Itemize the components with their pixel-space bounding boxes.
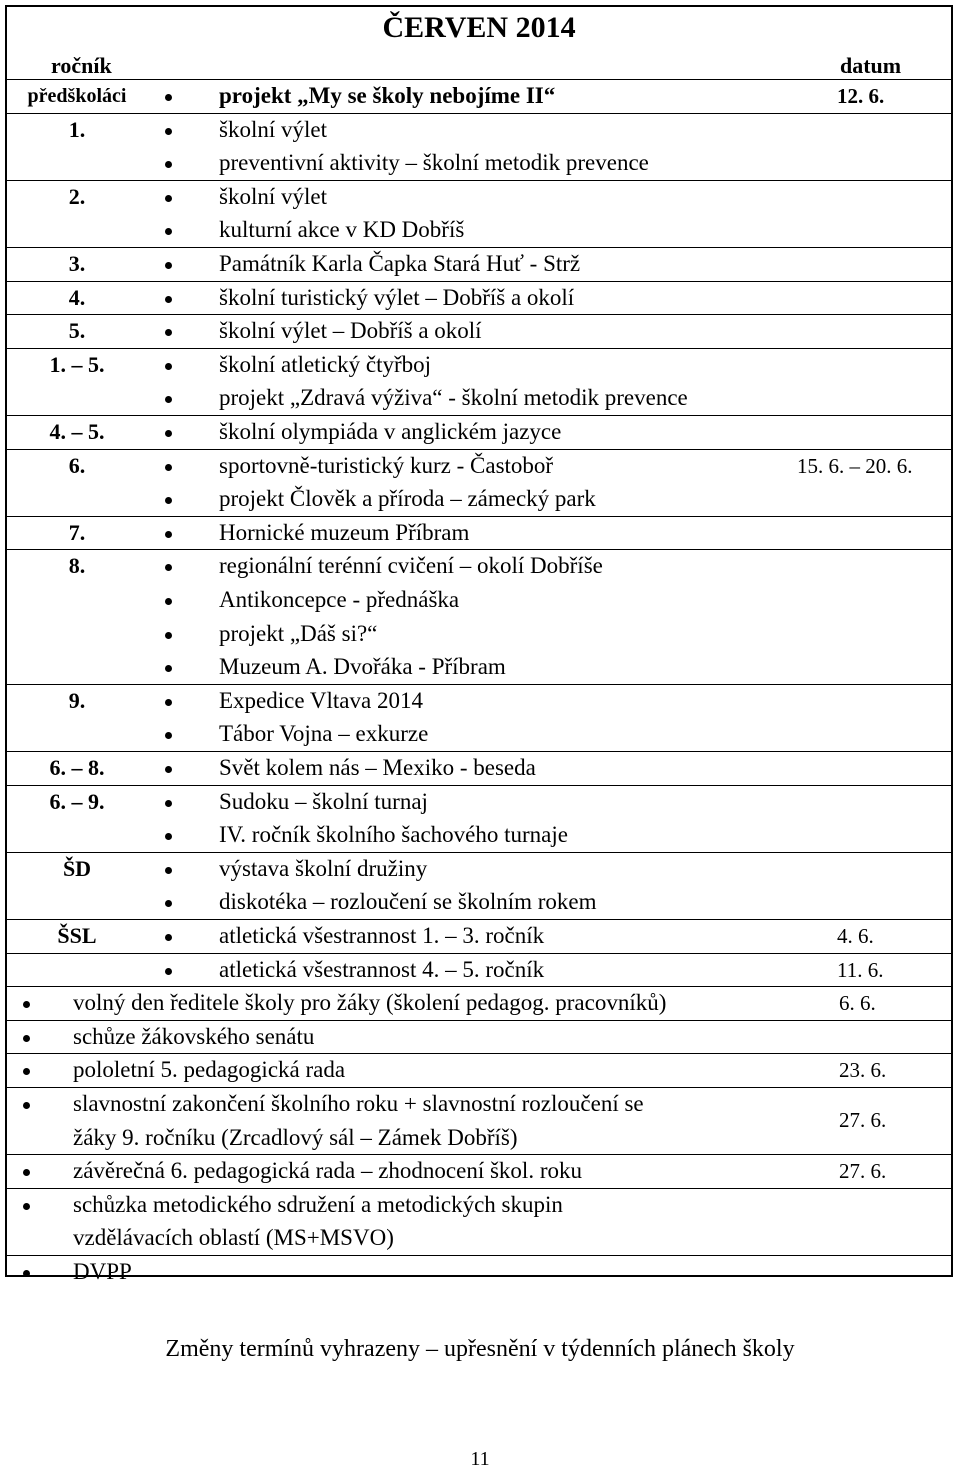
table-row — [7, 79, 951, 113]
activity-item: projekt Člověk a příroda – zámecký park — [219, 486, 596, 512]
grade-cell: ŠSL — [57, 923, 97, 948]
grade-cell: 6. – 8. — [49, 755, 105, 780]
activity-item: školní výlet — [219, 116, 327, 142]
activity-item: Antikoncepce - přednáška — [219, 586, 460, 612]
bullet-icon — [23, 1270, 30, 1277]
general-row — [7, 1087, 951, 1154]
activity-item: Památník Karla Čapka Stará Huť - Strž — [219, 251, 581, 276]
bullet-icon — [23, 1102, 30, 1109]
activity-item: Muzeum A. Dvořáka - Příbram — [219, 654, 506, 680]
general-row — [7, 1255, 951, 1289]
general-row — [7, 1188, 951, 1255]
bullet-icon — [165, 632, 172, 639]
date-cell: 11. 6. — [837, 957, 884, 982]
table-row — [7, 348, 951, 415]
activity-item: školní výlet — [219, 183, 327, 209]
general-item-line: závěrečná 6. pedagogická rada – zhodnocení škol. roku — [73, 1158, 582, 1184]
general-row — [7, 1020, 951, 1054]
bullet-icon — [165, 934, 172, 941]
bullet-icon — [165, 867, 172, 874]
table-row — [7, 113, 951, 180]
plan-table — [5, 5, 953, 1284]
activity-item: Svět kolem nás – Mexiko - beseda — [219, 755, 536, 780]
bullet-icon — [165, 665, 172, 672]
activity-item: výstava školní družiny — [219, 855, 428, 881]
general-item-line: schůzka metodického sdružení a metodických skupin — [73, 1191, 563, 1217]
bullet-icon — [165, 195, 172, 202]
bullet-icon — [165, 161, 172, 168]
activity-item: kulturní akce v KD Dobříš — [219, 217, 465, 243]
bullet-icon — [23, 1169, 30, 1176]
bullet-icon — [165, 430, 172, 437]
bullet-icon — [165, 598, 172, 605]
activity-item: projekt „Zdravá výživa“ - školní metodik prevence — [219, 385, 688, 411]
general-row — [7, 986, 951, 1020]
grade-cell: 6. – 9. — [49, 788, 105, 814]
bullet-icon — [165, 900, 172, 907]
bullet-icon — [165, 128, 172, 135]
bullet-icon — [165, 531, 172, 538]
table-row — [7, 785, 951, 852]
header-grade: ročník — [51, 53, 112, 78]
bullet-icon — [23, 1035, 30, 1042]
activity-item: Tábor Vojna – exkurze — [219, 721, 429, 747]
bullet-icon — [165, 396, 172, 403]
bullet-icon — [165, 833, 172, 840]
activity-item: projekt „Dáš si?“ — [219, 620, 378, 646]
bullet-icon — [165, 497, 172, 504]
general-row — [7, 1154, 951, 1188]
grade-cell: 4. — [68, 284, 86, 310]
activity-item: Hornické muzeum Příbram — [219, 519, 470, 545]
bullet-icon — [23, 1001, 30, 1008]
header-date: datum — [840, 53, 902, 78]
activity-item: Expedice Vltava 2014 — [219, 687, 423, 713]
grade-cell: 2. — [68, 183, 86, 209]
bullet-icon — [165, 329, 172, 336]
date-cell: 4. 6. — [837, 924, 874, 948]
grade-cell: 1. – 5. — [49, 351, 105, 377]
bullet-icon — [165, 732, 172, 739]
bullet-icon — [165, 766, 172, 773]
table-row — [7, 449, 951, 516]
grade-cell: předškoláci — [27, 85, 127, 107]
grade-cell: 4. – 5. — [49, 419, 105, 444]
footer-note: Změny termínů vyhrazeny – upřesnění v týdenních plánech školy — [165, 1336, 795, 1362]
bullet-icon — [165, 699, 172, 706]
bullet-icon — [165, 262, 172, 269]
general-item-line: schůze žákovského senátu — [73, 1023, 315, 1049]
table-row — [7, 415, 951, 449]
bullet-icon — [23, 1203, 30, 1210]
general-row — [7, 1053, 951, 1087]
activity-item: školní výlet – Dobříš a okolí — [219, 318, 482, 344]
date-cell: 27. 6. — [839, 1159, 887, 1184]
activity-item: atletická všestrannost 1. – 3. ročník — [219, 923, 545, 948]
table-row — [7, 247, 951, 281]
date-cell: 6. 6. — [839, 991, 876, 1016]
activity-item: regionální terénní cvičení – okolí Dobříše — [219, 553, 603, 579]
general-item-line: slavnostní zakončení školního roku + slavnostní rozloučení se — [73, 1091, 644, 1116]
date-cell: 12. 6. — [837, 84, 885, 108]
grade-cell: 6. — [68, 452, 86, 478]
general-item-line: pololetní 5. pedagogická rada — [73, 1057, 346, 1083]
bullet-icon — [165, 968, 172, 975]
table-row — [7, 180, 951, 247]
bullet-icon — [165, 800, 172, 807]
bullet-icon — [165, 296, 172, 303]
activity-item: projekt „My se školy nebojíme II“ — [219, 83, 556, 108]
bullet-icon — [165, 363, 172, 370]
grade-cell: 7. — [68, 519, 86, 545]
activity-item: atletická všestrannost 4. – 5. ročník — [219, 956, 545, 982]
page-number: 11 — [470, 1448, 490, 1470]
bullet-icon — [165, 94, 172, 101]
page-title: ČERVEN 2014 — [382, 11, 576, 44]
table-row — [7, 953, 951, 987]
activity-item: školní olympiáda v anglickém jazyce — [219, 419, 562, 444]
general-item-line: vzdělávacích oblastí (MS+MSVO) — [73, 1225, 394, 1251]
bullet-icon — [165, 564, 172, 571]
date-cell: 15. 6. – 20. 6. — [797, 453, 913, 478]
grade-cell: 8. — [68, 553, 86, 579]
activity-item: Sudoku – školní turnaj — [219, 788, 428, 814]
general-item-line: DVPP — [73, 1259, 132, 1284]
grade-cell: 1. — [68, 116, 86, 142]
bullet-icon — [165, 228, 172, 235]
table-row — [7, 919, 951, 953]
table-row — [7, 516, 951, 550]
table-row — [7, 314, 951, 348]
general-item-line: volný den ředitele školy pro žáky (školení pedagog. pracovníků) — [73, 990, 667, 1016]
grade-cell: 9. — [68, 687, 86, 713]
activity-item: školní atletický čtyřboj — [219, 351, 432, 377]
activity-item: IV. ročník školního šachového turnaje — [219, 822, 568, 848]
grade-cell: ŠD — [62, 855, 92, 881]
bullet-icon — [165, 464, 172, 471]
activity-item: preventivní aktivity – školní metodik prevence — [219, 150, 649, 176]
table-row — [7, 852, 951, 919]
table-row — [7, 281, 951, 315]
grade-cell: 5. — [68, 318, 86, 344]
bullet-icon — [23, 1068, 30, 1075]
table-row — [7, 549, 951, 683]
activity-item: sportovně-turistický kurz - Častoboř — [219, 452, 554, 478]
activity-item: školní turistický výlet – Dobříš a okolí — [219, 284, 575, 310]
table-row — [7, 751, 951, 785]
grade-cell: 3. — [68, 251, 86, 276]
table-row — [7, 684, 951, 751]
general-item-line: žáky 9. ročníku (Zrcadlový sál – Zámek Dobříš) — [73, 1124, 518, 1150]
date-cell: 27. 6. — [839, 1107, 887, 1132]
date-cell: 23. 6. — [839, 1058, 887, 1083]
activity-item: diskotéka – rozloučení se školním rokem — [219, 889, 597, 915]
